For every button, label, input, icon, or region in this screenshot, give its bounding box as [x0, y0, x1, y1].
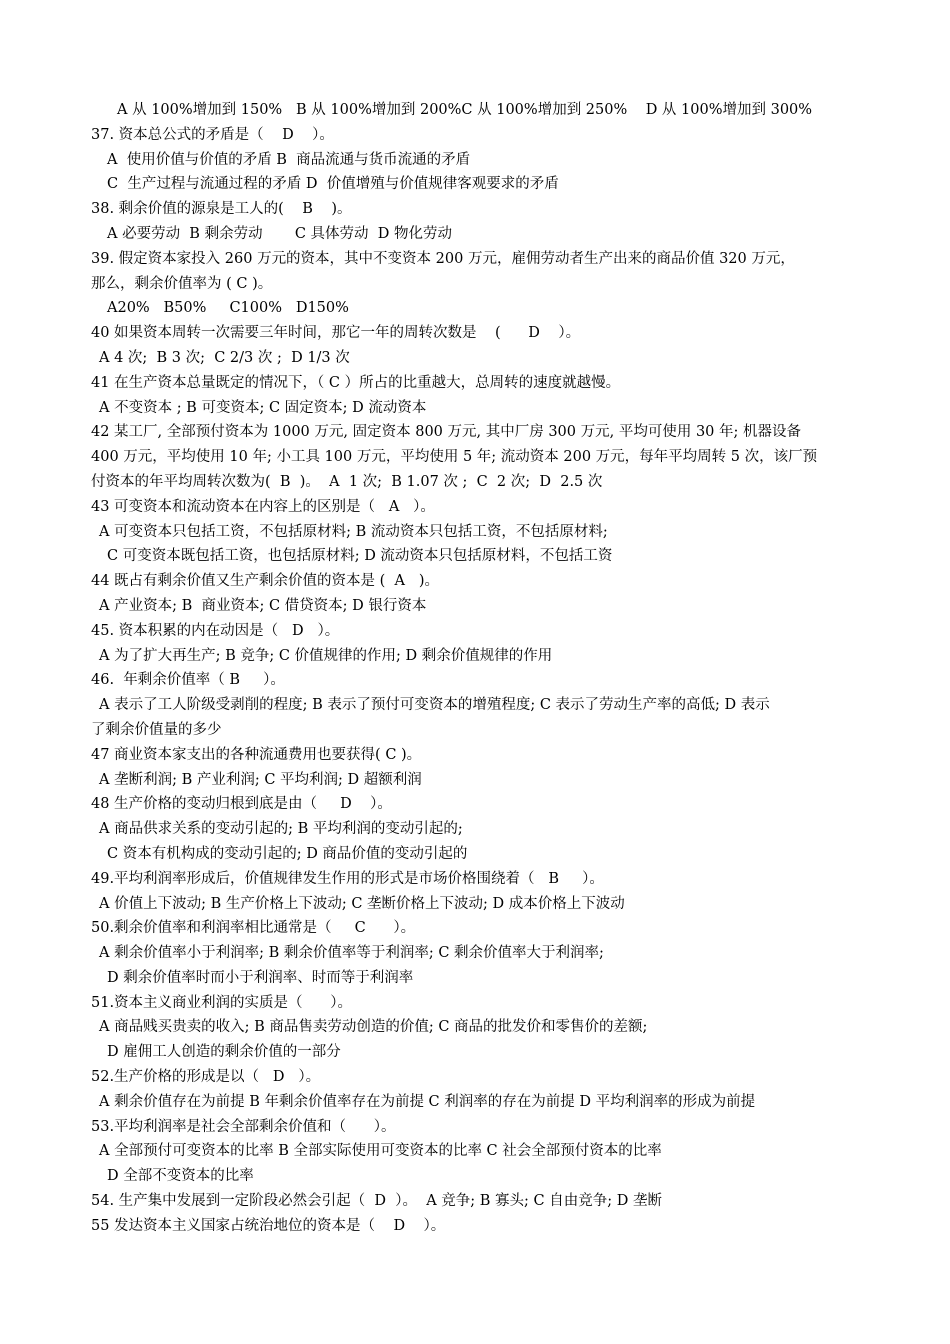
options-line: A 价值上下波动; B 生产价格上下波动; C 垄断价格上下波动; D 成本价格上下波动	[99, 895, 625, 912]
options-line: A 全部预付可变资本的比率 B 全部实际使用可变资本的比率 C 社会全部预付资本的比率	[99, 1143, 662, 1160]
text-line: 400 万元，平均使用 10 年; 小工具 100 万元，平均使用 5 年; 流动资本 200 万元，每年平均周转 5 次，该厂预	[91, 449, 818, 466]
options-line: A 剩余价值率小于利润率; B 剩余价值率等于利润率; C 剩余价值率大于利润率;	[99, 945, 604, 962]
question-50: 50.剩余价值率和利润率相比通常是（ C ）。	[91, 920, 416, 937]
question-46: 46. 年剩余价值率（ B ）。	[91, 672, 285, 689]
options-line: A 表示了工人阶级受剥削的程度; B 表示了预付可变资本的增殖程度; C 表示了劳动生产率的高低; D 表示	[99, 697, 770, 714]
question-41: 41 在生产资本总量既定的情况下，（ C ）所占的比重越大，总周转的速度就越慢。	[91, 374, 621, 391]
options-line: A 必要劳动 B 剩余劳动 C 具体劳动 D 物化劳动	[107, 225, 452, 242]
document-page	[91, 98, 866, 1239]
options-line: A 商品供求关系的变动引起的; B 平均利润的变动引起的;	[99, 821, 463, 838]
options-line: D 剩余价值率时而小于利润率、时而等于利润率	[107, 969, 414, 986]
question-55: 55 发达资本主义国家占统治地位的资本是（ D ）。	[91, 1217, 446, 1234]
options-line: A 使用价值与价值的矛盾 B 商品流通与货币流通的矛盾	[107, 151, 471, 168]
question-39: 39. 假定资本家投入 260 万元的资本，其中不变资本 200 万元，雇佣劳动者生产出来的商品价值 320 万元，	[91, 250, 795, 267]
options-line: D 全部不变资本的比率	[107, 1168, 254, 1185]
options-line: C 资本有机构成的变动引起的; D 商品价值的变动引起的	[107, 845, 468, 862]
options-line: A 垄断利润; B 产业利润; C 平均利润; D 超额利润	[99, 771, 422, 788]
question-45: 45. 资本积累的内在动因是（ D ）。	[91, 622, 340, 639]
text-line: A 从 100%增加到 150% B 从 100%增加到 200%C 从 100%增加到 250% D 从 100%增加到 300%	[117, 102, 813, 118]
options-line: A 不变资本 ; B 可变资本; C 固定资本; D 流动资本	[99, 399, 427, 416]
text-line: 付资本的年平均周转次数为( B )。 A 1 次; B 1.07 次 ; C 2 次; D 2.5 次	[91, 473, 603, 490]
options-line: A 可变资本只包括工资，不包括原材料; B 流动资本只包括工资，不包括原材料;	[99, 523, 608, 540]
question-37: 37. 资本总公式的矛盾是（ D ）。	[91, 126, 334, 143]
options-line: A 4 次; B 3 次; C 2/3 次 ; D 1/3 次	[99, 349, 350, 366]
options-line: D 雇佣工人创造的剩余价值的一部分	[107, 1044, 341, 1061]
options-line: A 剩余价值存在为前提 B 年剩余价值率存在为前提 C 利润率的存在为前提 D 平均利润率的形成为前提	[99, 1093, 756, 1110]
question-53: 53.平均利润率是社会全部剩余价值和（ ）。	[91, 1118, 396, 1135]
question-38: 38. 剩余价值的源泉是工人的( B )。	[91, 201, 352, 218]
text-line: 了剩余价值量的多少	[91, 721, 222, 738]
question-44: 44 既占有剩余价值又生产剩余价值的资本是 ( A )。	[91, 573, 439, 590]
options-line: A 商品贱买贵卖的收入; B 商品售卖劳动创造的价值; C 商品的批发价和零售价的差额;	[99, 1019, 648, 1036]
question-51: 51.资本主义商业利润的实质是（ ）。	[91, 994, 352, 1011]
question-40: 40 如果资本周转一次需要三年时间，那它一年的周转次数是 ( D ）。	[91, 325, 581, 342]
question-42: 42 某工厂, 全部预付资本为 1000 万元, 固定资本 800 万元, 其中厂房 300 万元, 平均可使用 30 年; 机器设备	[91, 424, 802, 441]
options-line: A 为了扩大再生产; B 竞争; C 价值规律的作用; D 剩余价值规律的作用	[99, 647, 553, 664]
options-line: A20% B50% C100% D150%	[107, 300, 349, 317]
question-47: 47 商业资本家支出的各种流通费用也要获得( C )。	[91, 746, 422, 763]
question-52: 52.生产价格的形成是以（ D ）。	[91, 1069, 321, 1086]
options-line: A 产业资本; B 商业资本; C 借贷资本; D 银行资本	[99, 597, 427, 614]
options-line: C 可变资本既包括工资，也包括原材料; D 流动资本只包括原材料，不包括工资	[107, 548, 613, 565]
question-48: 48 生产价格的变动归根到底是由（ D ）。	[91, 796, 392, 813]
question-54: 54. 生产集中发展到一定阶段必然会引起（ D ）。 A 竞争; B 寡头; C 自由竞争; D 垄断	[91, 1193, 662, 1210]
text-line: 那么，剩余价值率为 ( C )。	[91, 275, 273, 292]
question-49: 49.平均利润率形成后，价值规律发生作用的形式是市场价格围绕着（ B ）。	[91, 870, 604, 887]
question-43: 43 可变资本和流动资本在内容上的区别是（ A ）。	[91, 498, 435, 515]
options-line: C 生产过程与流通过程的矛盾 D 价值增殖与价值规律客观要求的矛盾	[107, 176, 559, 193]
